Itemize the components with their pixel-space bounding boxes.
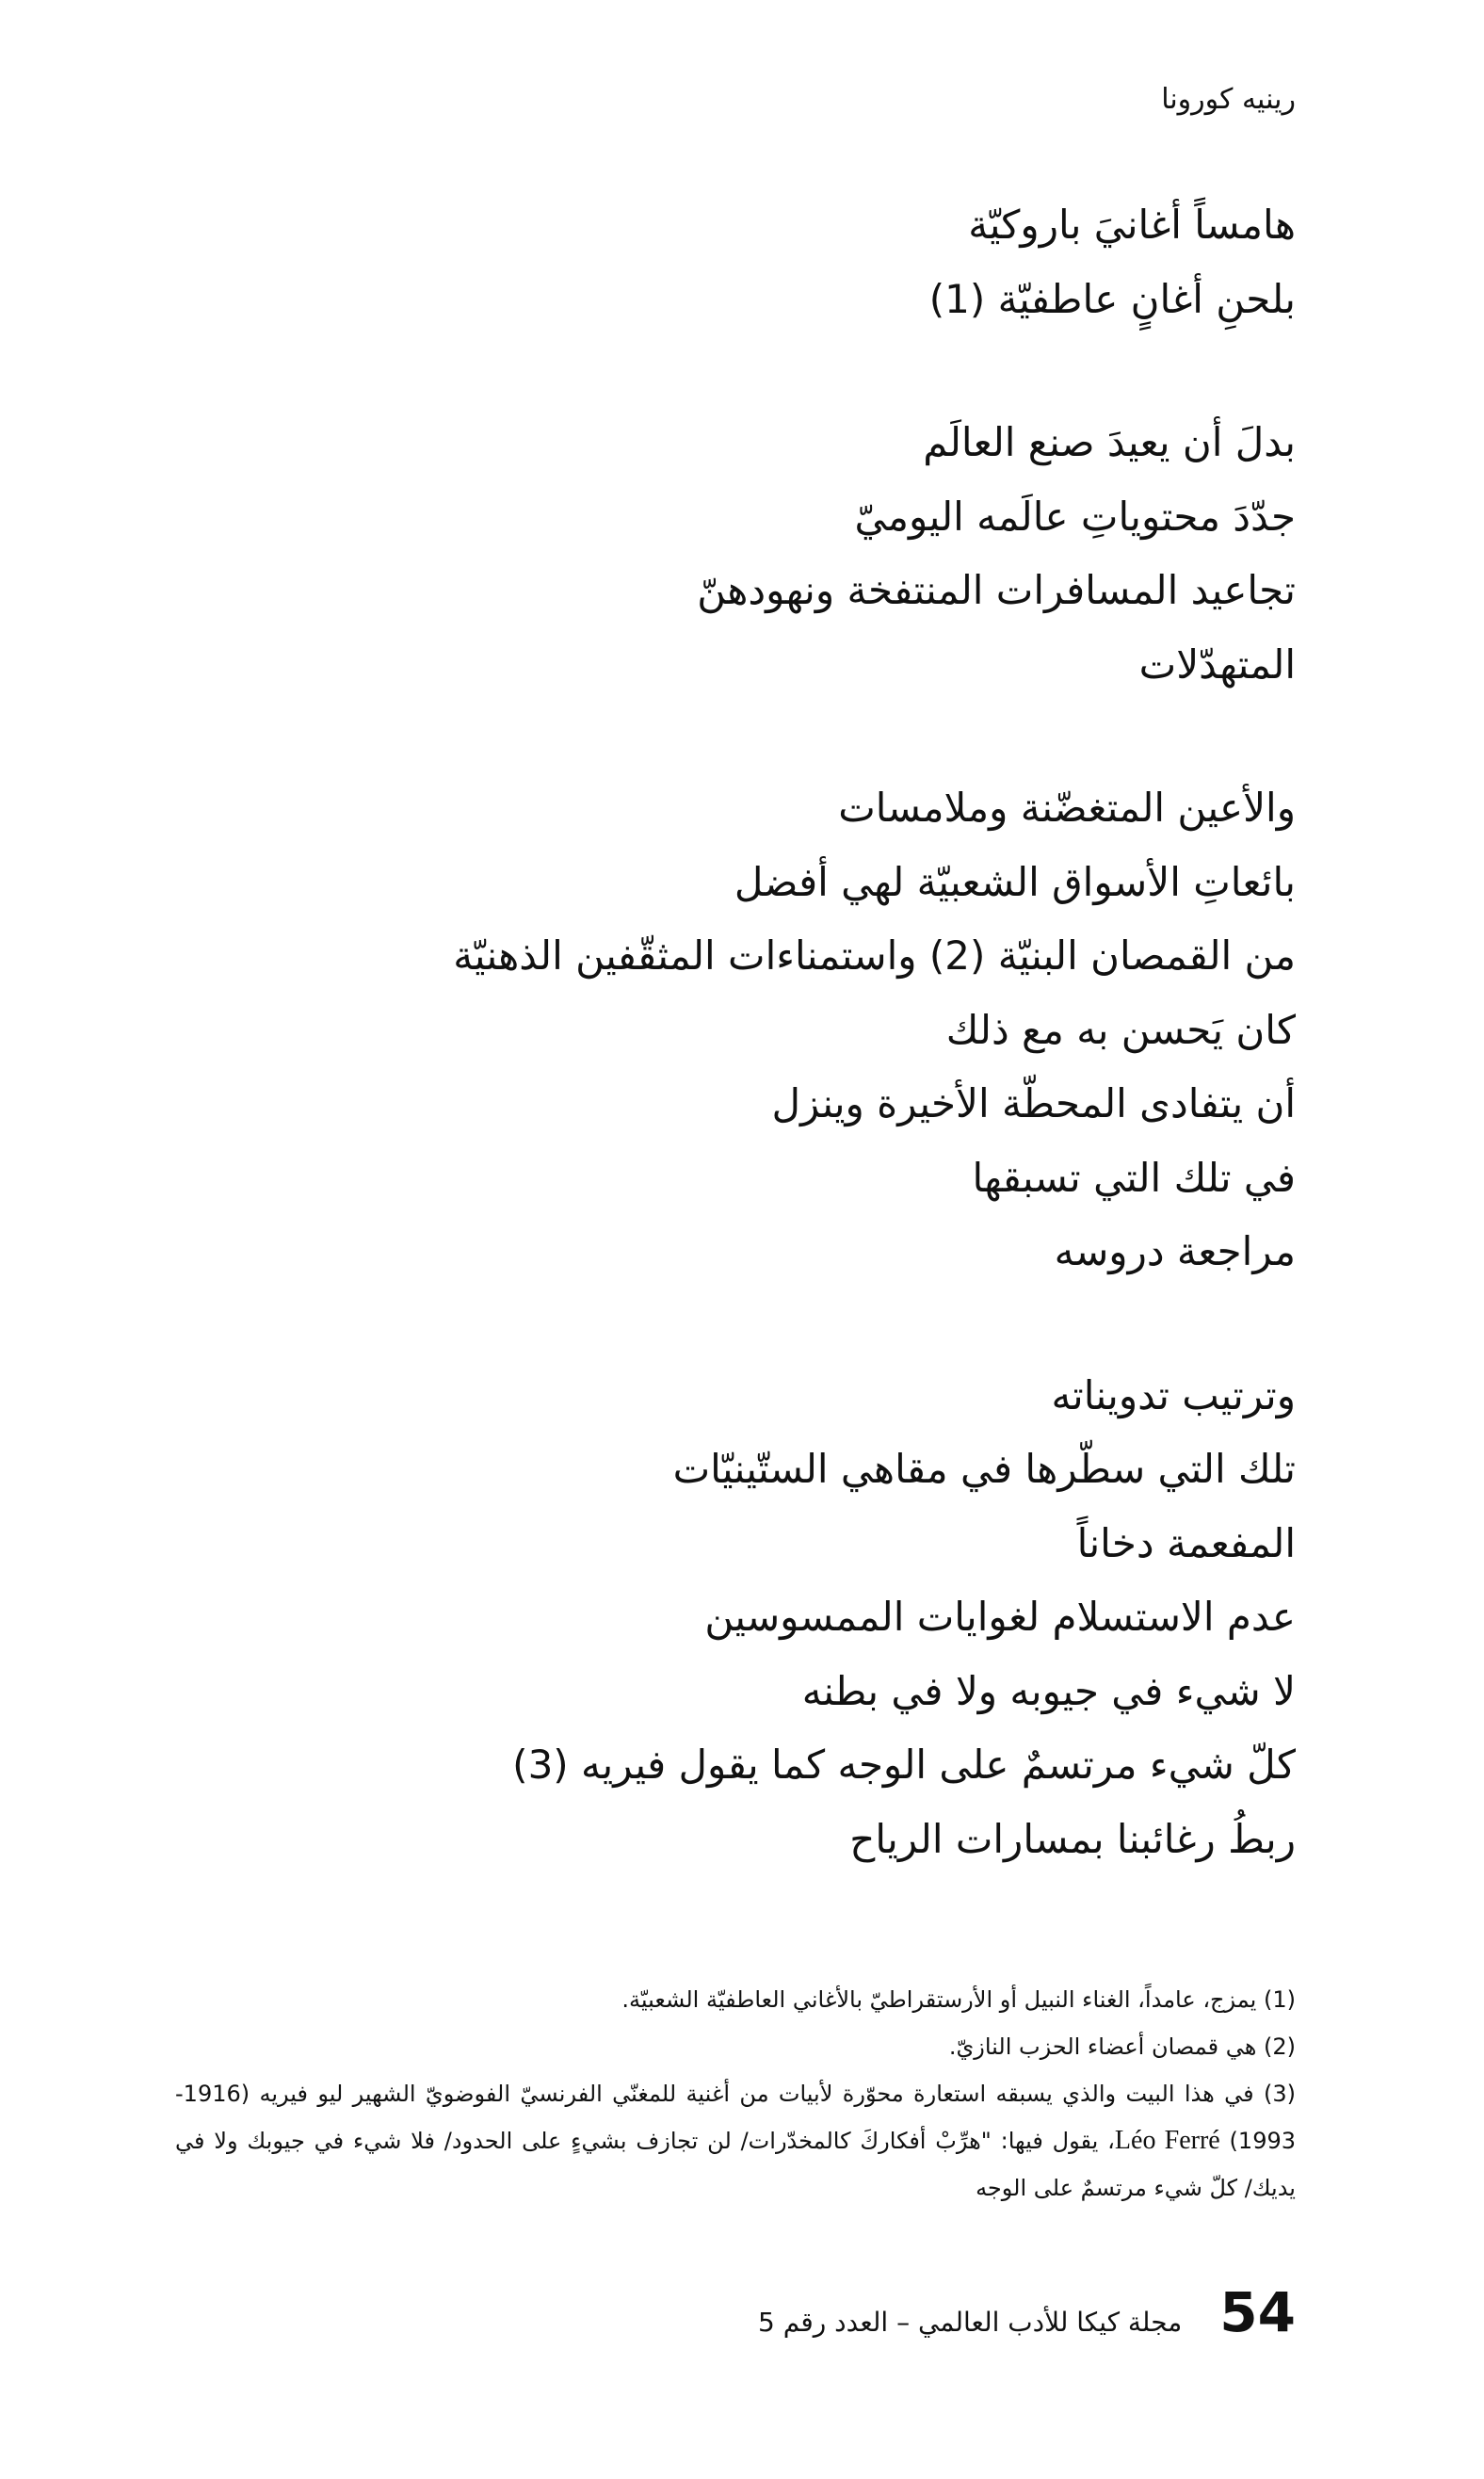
footnote-3-text-end: ، يقول فيها: "هرِّبْ أفكاركَ كالمخدّرات/ لن تجازف بشيءٍ على الحدود/ فلا شيء في جيوبك ولا في يديك/ كلّ شيء مرتسمٌ على الوجه: [175, 2128, 1296, 2201]
footnote-1: (1) يمزج، عامداً، الغناء النبيل أو الأرستقراطيّ بالأغاني العاطفيّة الشعبيّة.: [621, 1986, 1296, 2013]
poem-line: تجاعيد المسافرات المنتفخة ونهودهنّ: [697, 567, 1296, 613]
poem-line: بدلَ أن يعيدَ صنع العالَم: [923, 419, 1296, 465]
poem-line: ربطُ رغائبنا بمسارات الرياح: [849, 1815, 1296, 1862]
stanza-2: [203, 406, 1296, 702]
stanza-4: [203, 1359, 1296, 1877]
running-header-author: رينيه كورونا: [1161, 83, 1296, 116]
poem-line: كان يَحسن به مع ذلك: [945, 1006, 1296, 1053]
page-footer: [758, 2280, 1296, 2344]
poem-line: لا شيء في جيوبه ولا في بطنه: [801, 1667, 1296, 1714]
footnotes: [175, 1976, 1296, 2212]
poem-line: المتهدّلات: [1138, 640, 1296, 688]
poem-line: عدم الاستسلام لغوايات الممسوسين: [704, 1594, 1296, 1640]
poem-line: تلك التي سطّرها في مقاهي الستّينيّات: [672, 1446, 1296, 1492]
poem-line: بلحنِ أغانٍ عاطفيّة (1): [928, 275, 1296, 322]
poem-line: في تلك التي تسبقها: [972, 1154, 1296, 1201]
stanza-3: [203, 771, 1296, 1289]
poem-line: بائعاتِ الأسواق الشعبيّة لهي أفضل: [734, 858, 1296, 905]
poem-line: جدّدَ محتوياتِ عالَمه اليوميّ: [854, 493, 1296, 540]
footnote-3-text-start: (3) في هذا البيت والذي يسبقه استعارة محوّرة لأبيات من أغنية للمغنّي الفرنسيّ الفوضويّ الشهير ليو فيريه (1916-1993): [175, 2081, 1296, 2154]
poem: [203, 188, 1296, 1946]
footnote-2: (2) هي قمصان أعضاء الحزب النازيّ.: [948, 2033, 1296, 2060]
poem-line: المفعمة دخاناً: [1076, 1519, 1296, 1566]
footnote-3-latin-name: Léo Ferré: [1114, 2126, 1220, 2155]
poem-line: هامساً أغانيَ باروكيّة: [968, 202, 1296, 248]
poem-line: من القمصان البنيّة (2) واستمناءات المثقّفين الذهنيّة: [453, 932, 1296, 979]
poem-line: والأعين المتغضّنة وملامسات: [838, 785, 1296, 831]
poem-line: مراجعة دروسه: [1054, 1228, 1296, 1274]
poem-line: أن يتفادى المحطّة الأخيرة وينزل: [771, 1080, 1296, 1126]
poem-line: وترتيب تدويناته: [1051, 1371, 1296, 1418]
stanza-1: [203, 188, 1296, 336]
page-number: 54: [1219, 2280, 1296, 2344]
journal-name: مجلة كيكا للأدب العالمي – العدد رقم 5: [758, 2307, 1183, 2338]
footnote-3: [175, 2070, 1296, 2212]
poem-line: كلّ شيء مرتسمٌ على الوجه كما يقول فيريه (3): [512, 1742, 1296, 1788]
